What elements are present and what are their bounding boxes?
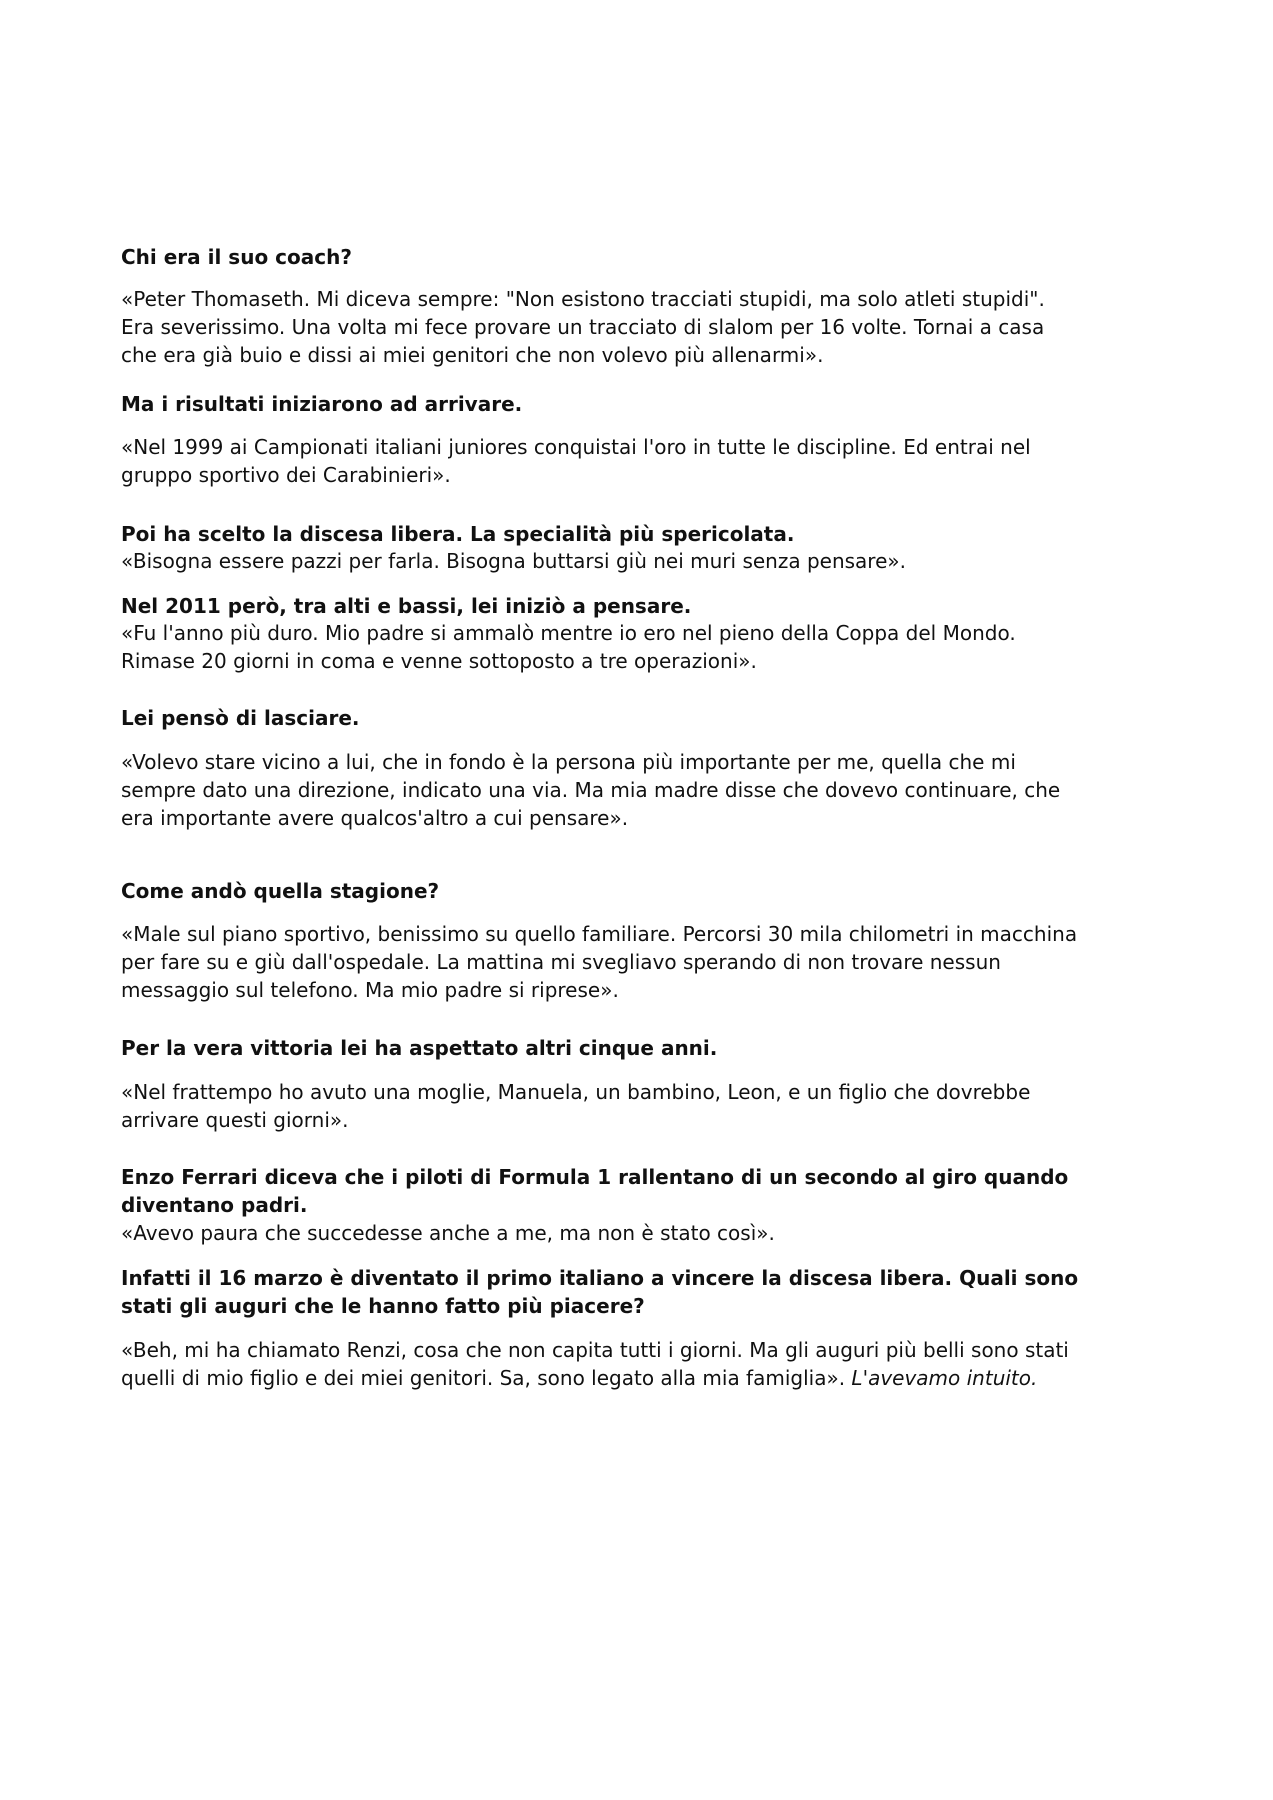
question-2011: Nel 2011 però, tra alti e bassi, lei iniziò a pensare. [121,594,692,618]
answer-16-marzo-italic: L'avevamo intuito. [851,1366,1038,1390]
answer-coach: «Peter Thomaseth. Mi diceva sempre: "Non esistono tracciati stupidi, ma solo atleti stupidi". Era severissimo. Una volta mi fece provare un tracciato di slalom per 16 volte. Tornai a casa che era già buio e dissi ai miei genitori che non volevo più allenarmi». [121,287,1045,367]
answer-lasciare: «Volevo stare vicino a lui, che in fondo è la persona più importante per me, quella che mi sempre dato una direzione, indicato una via. Ma mia madre disse che dovevo continuare, che era importante avere qualcos'altro a cui pensare». [121,750,1061,830]
question-coach: Chi era il suo coach? [121,245,352,269]
answer-vittoria: «Nel frattempo ho avuto una moglie, Manuela, un bambino, Leon, e un figlio che dovrebbe arrivare questi giorni». [121,1080,1031,1132]
question-lasciare: Lei pensò di lasciare. [121,706,360,730]
question-vittoria: Per la vera vittoria lei ha aspettato altri cinque anni. [121,1036,718,1060]
question-ferrari: Enzo Ferrari diceva che i piloti di Formula 1 rallentano di un secondo al giro quando diventano padri. [121,1165,1069,1217]
question-risultati: Ma i risultati iniziarono ad arrivare. [121,392,523,416]
answer-2011: «Fu l'anno più duro. Mio padre si ammalò mentre io ero nel pieno della Coppa del Mondo. Rimase 20 giorni in coma e venne sottoposto a tre operazioni». [121,621,1016,673]
answer-16-marzo-text: «Beh, mi ha chiamato Renzi, cosa che non capita tutti i giorni. Ma gli auguri più belli sono stati quelli di mio figlio e dei miei genitori. Sa, sono legato alla mia famiglia». [121,1338,1069,1390]
question-16-marzo: Infatti il 16 marzo è diventato il primo italiano a vincere la discesa libera. Quali sono stati gli auguri che le hanno fatto più piacere? [121,1266,1079,1318]
answer-stagione: «Male sul piano sportivo, benissimo su quello familiare. Percorsi 30 mila chilometri in macchina per fare su e giù dall'ospedale. La mattina mi svegliavo sperando di non trovare nessun messaggio sul telefono. Ma mio padre si riprese». [121,922,1078,1002]
answer-ferrari: «Avevo paura che succedesse anche a me, ma non è stato così». [121,1221,775,1245]
answer-risultati: «Nel 1999 ai Campionati italiani juniores conquistai l'oro in tutte le discipline. Ed entrai nel gruppo sportivo dei Carabinieri». [121,435,1031,487]
question-stagione: Come andò quella stagione? [121,879,440,903]
question-discesa-libera: Poi ha scelto la discesa libera. La specialità più spericolata. [121,522,795,546]
answer-discesa-libera: «Bisogna essere pazzi per farla. Bisogna buttarsi giù nei muri senza pensare». [121,549,906,573]
answer-16-marzo [121,1336,1161,1392]
